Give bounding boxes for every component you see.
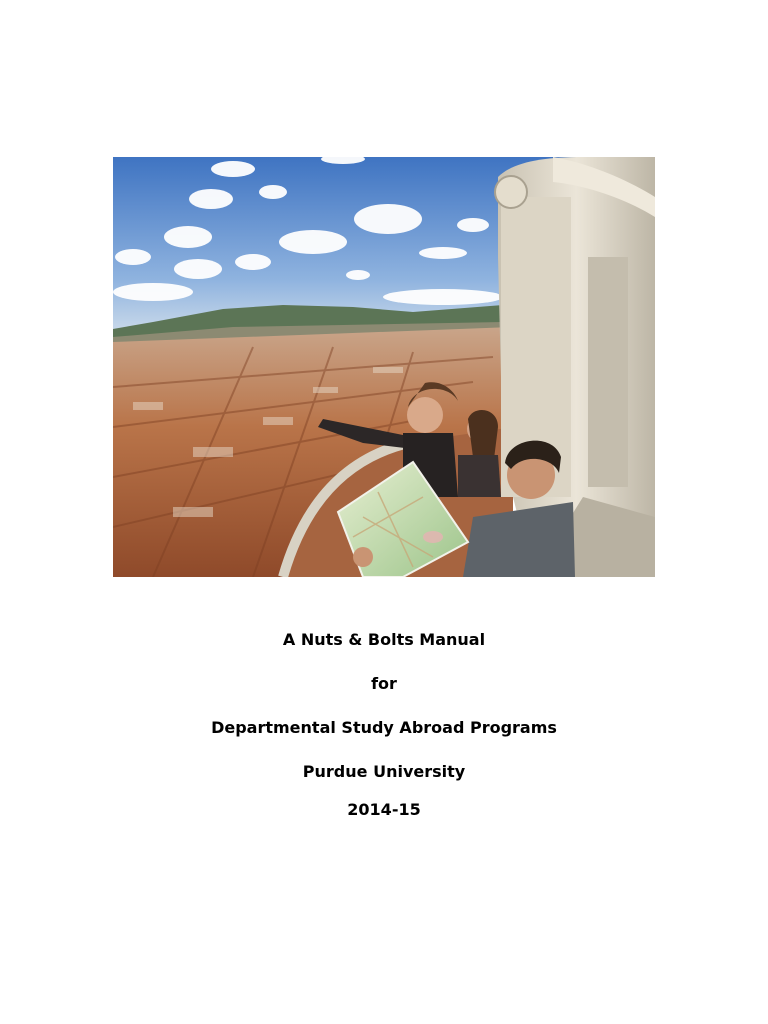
cover-photo bbox=[113, 157, 655, 577]
title-connector: for bbox=[371, 674, 397, 693]
university-name: Purdue University bbox=[302, 762, 466, 781]
florence-rooftop-view-photo bbox=[113, 157, 655, 577]
academic-year: 2014-15 bbox=[347, 800, 421, 819]
manual-title: A Nuts & Bolts Manual bbox=[282, 630, 486, 649]
program-title: Departmental Study Abroad Programs bbox=[211, 718, 557, 737]
